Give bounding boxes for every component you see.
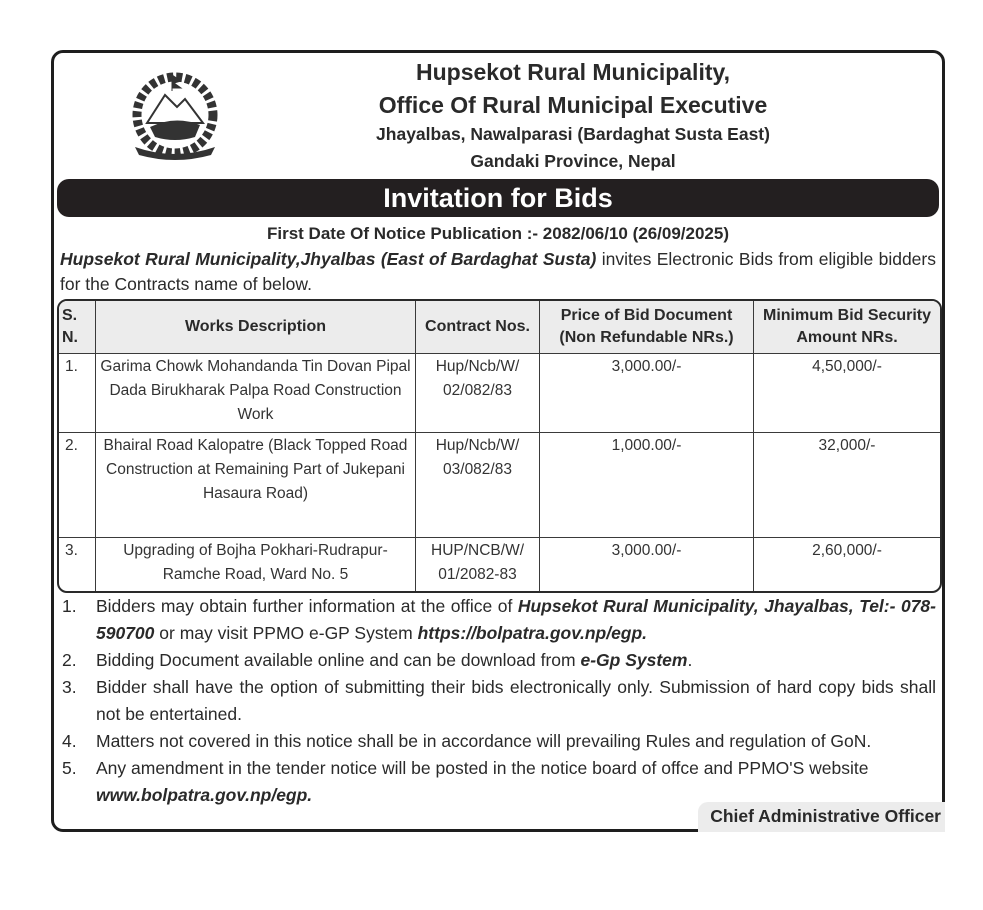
note-text (96, 755, 936, 809)
note-text-part: . (687, 650, 693, 670)
cell-description: Bhairal Road Kalopatre (Black Topped Road Construction at Remaining Part of Jukepani Hasaura Road) (96, 433, 416, 538)
note-text (96, 593, 936, 647)
cell-price: 3,000.00/- (540, 538, 754, 591)
note-item (62, 755, 936, 809)
header-sn: S. N. (59, 301, 96, 353)
note-number: 3. (62, 677, 77, 697)
cell-security: 32,000/- (754, 433, 941, 538)
intro-paragraph (60, 247, 936, 297)
header-description: Works Description (96, 301, 416, 353)
note-text (96, 647, 936, 674)
table-row (59, 433, 940, 538)
intro-text: invites Electronic Bids from eligible bidders for the Contracts name of below. (60, 249, 936, 294)
note-number: 2. (62, 650, 77, 670)
header-price: Price of Bid Document (Non Refundable NRs.) (540, 301, 754, 353)
note-text-part: Bidders may obtain further information at the office of (96, 596, 518, 616)
note-number: 5. (62, 758, 77, 778)
egp-link[interactable]: https://bolpatra.gov.np/egp. (417, 623, 648, 643)
table-row (59, 538, 940, 591)
note-text-part: Any amendment in the tender notice will be posted in the notice board of offce and PPMO'S website (96, 758, 869, 778)
cell-price: 1,000.00/- (540, 433, 754, 538)
note-number: 4. (62, 731, 77, 751)
intro-bold: Hupsekot Rural Municipality,Jhyalbas (East of Bardaghat Susta) (60, 249, 597, 269)
cell-security: 2,60,000/- (754, 538, 941, 591)
note-text: Bidder shall have the option of submitting their bids electronically only. Submission of hard copy bids shall not be entertained. (96, 677, 936, 724)
publication-date: First Date Of Notice Publication :- 2082/06/10 (26/09/2025) (266, 224, 729, 243)
header-security: Minimum Bid Security Amount NRs. (754, 301, 941, 353)
note-item (62, 593, 936, 647)
cell-contract: Hup/Ncb/W/ 02/082/83 (416, 353, 540, 433)
note-text-part: Bidding Document available online and can be download from (96, 650, 581, 670)
note-item (62, 674, 936, 728)
office-name: Office Of Rural Municipal Executive (378, 92, 768, 118)
notice-frame (51, 50, 945, 832)
cell-sn: 2. (59, 433, 96, 538)
header-contract: Contract Nos. (416, 301, 540, 353)
note-text-part: or may visit PPMO e-GP System (154, 623, 418, 643)
cell-contract: Hup/Ncb/W/ 03/082/83 (416, 433, 540, 538)
notice-title: Invitation for Bids (57, 179, 939, 217)
egp-system: e-Gp System (580, 650, 688, 670)
office-contact: Hupsekot Rural Municipality, Jhayalbas, Tel:- 078-590700 (96, 596, 936, 643)
notes-list (62, 593, 936, 809)
note-number: 1. (62, 596, 77, 616)
bolpatra-link[interactable]: www.bolpatra.gov.np/egp. (96, 785, 313, 805)
note-text: Matters not covered in this notice shall be in accordance will prevailing Rules and regulation of GoN. (96, 731, 872, 751)
note-item (62, 728, 936, 755)
note-item (62, 647, 936, 674)
cell-price: 3,000.00/- (540, 353, 754, 433)
cell-description: Upgrading of Bojha Pokhari-Rudrapur-Ramche Road, Ward No. 5 (96, 538, 416, 591)
cell-sn: 3. (59, 538, 96, 591)
cell-sn: 1. (59, 353, 96, 433)
contracts-table (57, 299, 942, 593)
signatory: Chief Administrative Officer (698, 802, 945, 832)
table-row (59, 353, 940, 433)
cell-security: 4,50,000/- (754, 353, 941, 433)
municipality-name: Hupsekot Rural Municipality, (416, 59, 730, 85)
cell-contract: HUP/NCB/W/ 01/2082-83 (416, 538, 540, 591)
office-address: Jhayalbas, Nawalparasi (Bardaghat Susta East) (376, 124, 770, 144)
cell-description: Garima Chowk Mohandanda Tin Dovan Pipal Dada Birukharak Palpa Road Construction Work (96, 353, 416, 433)
province: Gandaki Province, Nepal (470, 151, 676, 171)
